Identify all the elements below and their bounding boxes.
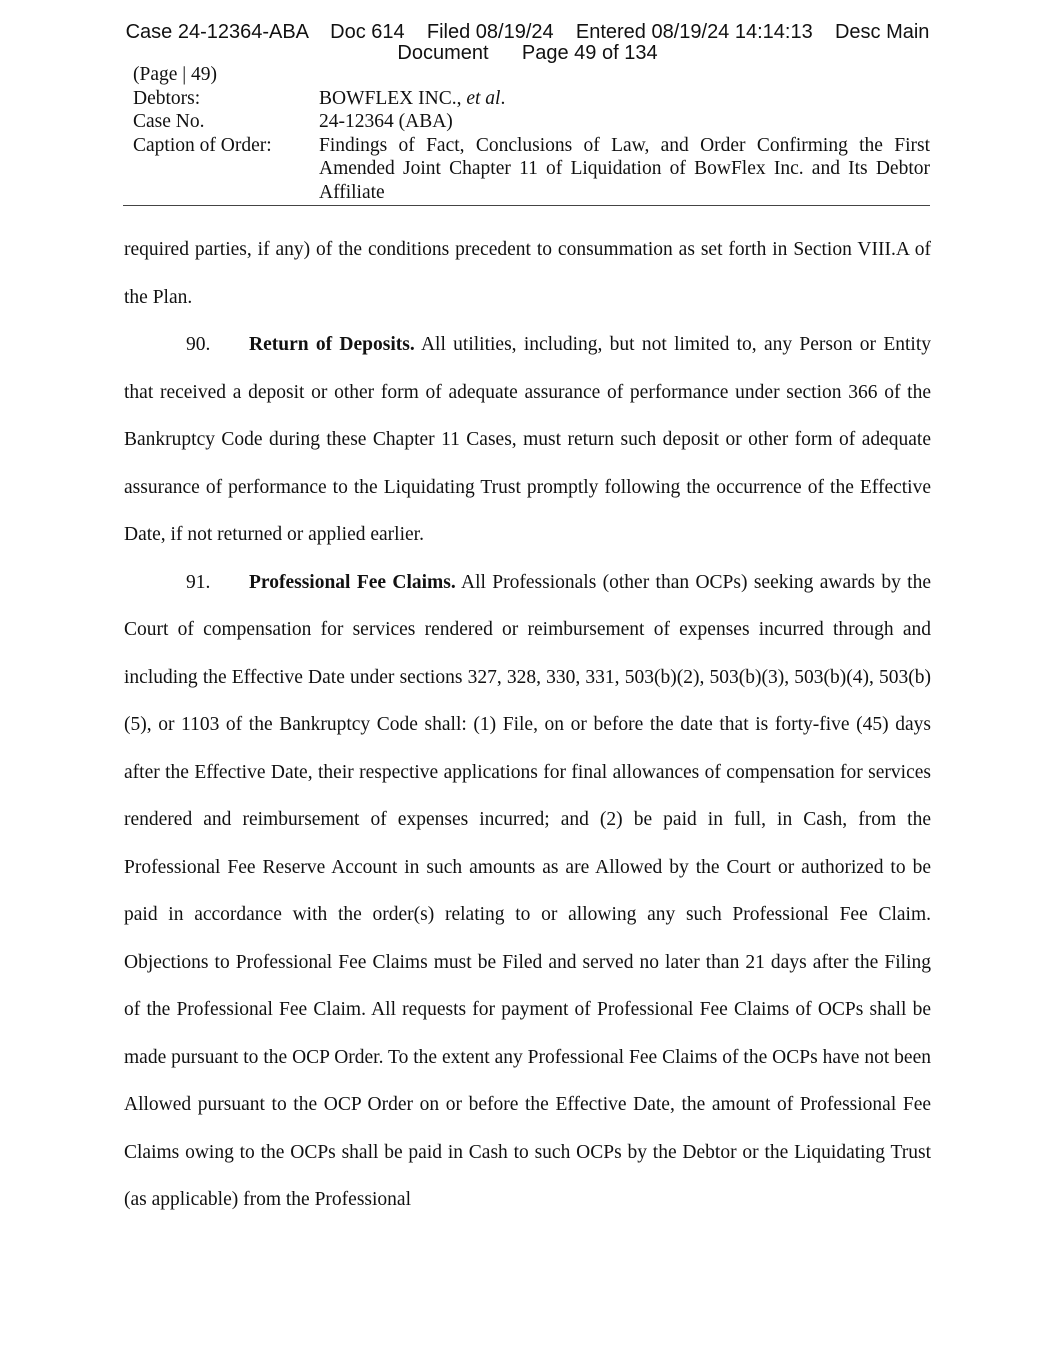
- caption-page-row: [133, 63, 930, 87]
- header-divider: [123, 205, 930, 206]
- paragraph-heading: Professional Fee Claims.: [249, 571, 456, 593]
- case-number-label: Case No.: [133, 111, 205, 133]
- document-page-indicator: Document Page 49 of 134: [397, 42, 658, 64]
- paragraph-heading: Return of Deposits.: [249, 334, 415, 355]
- document-body: [124, 226, 931, 1224]
- order-caption-label: Caption of Order:: [133, 134, 272, 156]
- paragraph-91: [124, 559, 931, 1224]
- caption-debtors-row: [133, 87, 930, 111]
- order-caption: [133, 63, 930, 205]
- continuation-paragraph: required parties, if any) of the conditions precedent to consummation as set forth in Section VIII.A of the Plan.: [124, 239, 931, 308]
- paragraph-number: 90.: [186, 334, 211, 355]
- paragraph-text: All Professionals (other than OCPs) seeking awards by the Court of compensation for services rendered or reimbursement of expenses incurred through and including the Effective Date under sections 327, 328, 330, 331, 503(b)(2), 503(b)(3), 503(b)(4), 503(b)(5), or 1103 of the Bankruptcy Code shall: (1) File, on or before the date that is forty-five (45) days after the Effective Date, their respective applications for final allowances of compensation for services rendered and reimbursement of expenses incurred; and (2) be paid in full, in Cash, from the Professional Fee Reserve Account in such amounts as are Allowed by the Court or authorized to be paid in accordance with the order(s) relating to or allowing any such Professional Fee Claim. Objections to Professional Fee Claims must be Filed and served no later than 21 days after the Filing of the Professional Fee Claim. All requests for payment of Professional Fee Claims of OCPs shall be made pursuant to the OCP Order. To the extent any Professional Fee Claims of the OCPs have not been Allowed pursuant to the OCP Order on or before the Effective Date, the amount of Professional Fee Claims owing to the OCPs shall be paid in Cash to such OCPs by the Debtor or the Liquidating Trust (as applicable) from the Professional: [124, 571, 931, 1210]
- case-number-value: 24-12364 (ABA): [319, 111, 453, 133]
- caption-case-row: [133, 110, 930, 134]
- caption-page-ref: (Page | 49): [133, 64, 218, 85]
- paragraph-number: 91.: [186, 571, 211, 593]
- court-filing-stamp: Case 24-12364-ABA Doc 614 Filed 08/19/24 Entered 08/19/24 14:14:13 Desc Main: [125, 21, 930, 43]
- paragraph-text: All utilities, including, but not limited to, any Person or Entity that received a deposit or other form of adequate assurance of performance under section 366 of the Bankruptcy Code during these Chapter 11 Cases, must return such deposit or other form of adequate assurance of performance to the Liquidating Trust promptly following the occurrence of the Effective Date, if not returned or applied earlier.: [124, 334, 931, 545]
- paragraph-90: [124, 321, 931, 559]
- debtors-label: Debtors:: [133, 87, 201, 109]
- debtors-value: BOWFLEX INC., et al.: [319, 87, 506, 109]
- caption-order-row: [133, 134, 930, 205]
- order-caption-value: Findings of Fact, Conclusions of Law, and Order Confirming the First Amended Joint Chapter 11 of Liquidation of BowFlex Inc. and Its Debtor Affiliate: [319, 134, 930, 203]
